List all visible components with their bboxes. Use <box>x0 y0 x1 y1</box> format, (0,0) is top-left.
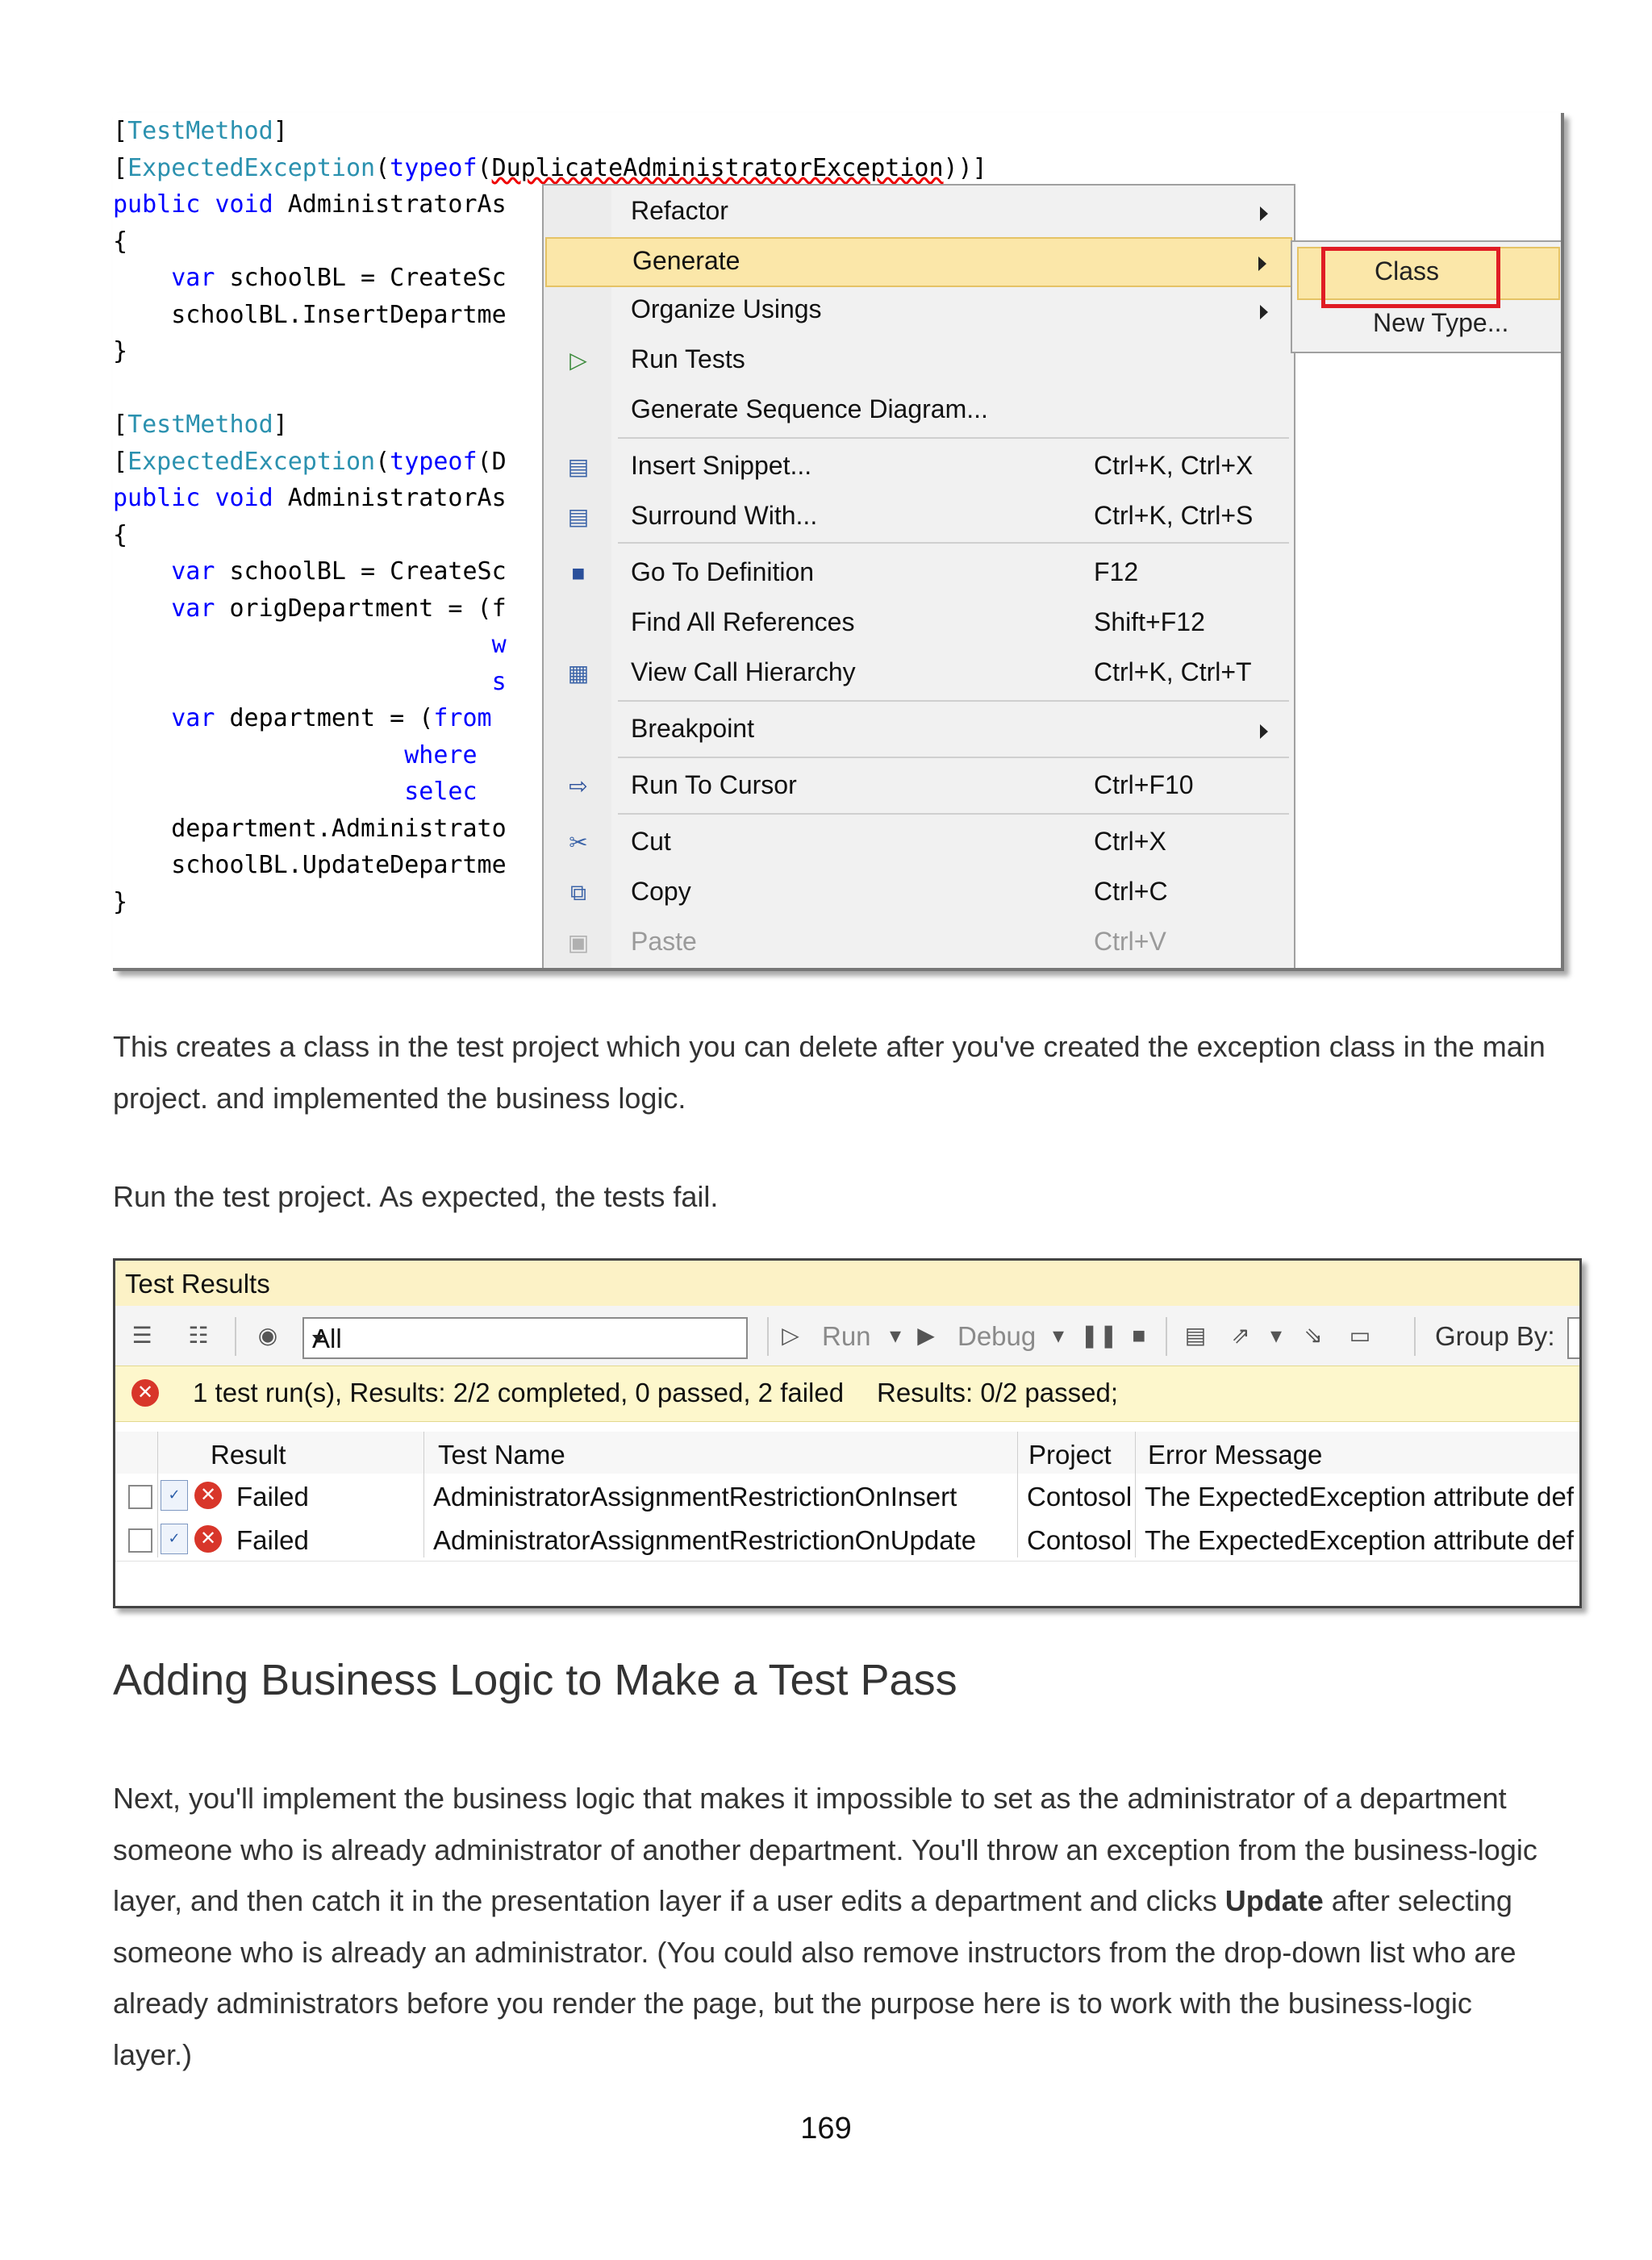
paste-icon: ▣ <box>567 930 590 955</box>
paragraph-create-class: This creates a class in the test project which you can delete after you've created the exception class in the main project. and implemented the business logic. <box>113 1030 1546 1115</box>
menu-item-label: Go To Definition <box>631 557 815 586</box>
code-token: schoolBL = CreateSc <box>215 557 507 586</box>
go-to-definition-icon: ■ <box>571 561 586 586</box>
menu-item-organize-usings[interactable] <box>545 287 1292 334</box>
code-token: s <box>491 667 507 696</box>
code-line <box>113 150 987 187</box>
window-title: Test Results <box>125 1269 270 1299</box>
code-token: from <box>433 704 492 732</box>
code-token: origDepartment = (f <box>215 594 507 623</box>
code-token: void <box>215 484 273 512</box>
menu-item-generate-sequence-diagram[interactable] <box>545 387 1292 434</box>
column-divider <box>157 1432 158 1557</box>
pause-icon[interactable]: ❚❚ <box>1080 1323 1118 1348</box>
section-heading: Adding Business Logic to Make a Test Pass <box>113 1656 957 1704</box>
code-token: } <box>113 337 128 365</box>
submenu-item-class[interactable] <box>1297 247 1560 300</box>
code-token: schoolBL.InsertDepartme <box>113 300 507 329</box>
test-list-icon[interactable]: ◉ <box>257 1323 278 1348</box>
cell-project: Contosol <box>1027 1525 1133 1555</box>
code-token: ))] <box>943 153 987 182</box>
menu-item-surround-with[interactable] <box>545 494 1292 540</box>
menu-item-paste <box>545 919 1292 966</box>
code-token <box>113 741 404 769</box>
menu-item-label: Surround With... <box>631 501 818 530</box>
toolbar-separator <box>235 1317 236 1356</box>
menu-item-find-all-references[interactable] <box>545 600 1292 647</box>
code-token: ( <box>375 447 390 476</box>
menu-item-shortcut: F12 <box>1094 557 1139 586</box>
code-token: public <box>113 190 201 219</box>
run-summary: 1 test run(s), Results: 2/2 completed, 0 passed, 2 failed <box>193 1378 845 1407</box>
code-token: w <box>491 631 507 659</box>
cell-error-message: The ExpectedException attribute def <box>1145 1482 1574 1512</box>
code-token <box>113 778 404 806</box>
filter-select[interactable] <box>302 1317 748 1359</box>
code-token: } <box>113 887 128 916</box>
menu-item-label: View Call Hierarchy <box>631 657 856 686</box>
menu-item-label: Organize Usings <box>631 294 822 323</box>
snippet-icon: ▤ <box>567 454 590 479</box>
menu-item-run-to-cursor[interactable] <box>545 763 1292 810</box>
code-token: selec <box>404 778 478 806</box>
code-token: typeof <box>390 153 478 182</box>
import-icon[interactable]: ⇘ <box>1304 1323 1323 1348</box>
publish-icon[interactable]: ▭ <box>1349 1323 1371 1348</box>
table-row[interactable] <box>115 1474 1579 1518</box>
column-header-project[interactable]: Project <box>1028 1440 1112 1470</box>
cell-result: Failed <box>236 1525 309 1555</box>
menu-separator <box>618 700 1289 702</box>
results-grid-header <box>115 1432 1579 1475</box>
code-token <box>113 668 492 696</box>
code-token: void <box>215 190 273 219</box>
menu-item-label: Find All References <box>631 607 855 636</box>
table-row[interactable] <box>115 1517 1579 1562</box>
chevron-down-icon <box>312 1335 325 1342</box>
chevron-down-icon[interactable]: ▾ <box>1052 1323 1065 1348</box>
menu-item-shortcut: Ctrl+C <box>1094 877 1168 906</box>
code-token: ( <box>477 153 492 182</box>
menu-item-label: Run Tests <box>631 344 745 373</box>
code-token: typeof <box>390 447 478 476</box>
code-token: var <box>171 264 215 292</box>
code-token: ExpectedException <box>127 153 376 182</box>
code-token: { <box>113 227 128 256</box>
list-view-icon[interactable]: ☰ <box>131 1323 152 1348</box>
menu-item-shortcut: Ctrl+F10 <box>1094 770 1194 799</box>
paragraph-run-tests: Run the test project. As expected, the tests fail. <box>113 1180 719 1213</box>
paragraph-text: Next, you'll implement the business logic that makes it impossible to set as the administrator of a department someone who is already administrator of another department. You'll throw an exception from the business-logic layer, and then catch it in the presentation layer if a user edits a department and clicks <box>113 1782 1537 1917</box>
menu-item-insert-snippet[interactable] <box>545 444 1292 490</box>
menu-item-label: Generate Sequence Diagram... <box>631 394 988 423</box>
code-token: [ <box>113 411 128 439</box>
row-checkbox[interactable] <box>128 1528 152 1553</box>
submenu-arrow-icon <box>1260 724 1268 739</box>
menu-item-copy[interactable] <box>545 869 1292 916</box>
menu-item-cut[interactable] <box>545 819 1292 866</box>
submenu-item-new-type[interactable] <box>1297 302 1557 348</box>
code-token <box>113 631 492 659</box>
test-results-window <box>113 1258 1582 1608</box>
surround-with-icon: ▤ <box>567 504 590 529</box>
cell-error-message: The ExpectedException attribute def <box>1145 1525 1574 1555</box>
code-token: ] <box>273 117 288 145</box>
menu-item-label: Cut <box>631 827 671 856</box>
menu-item-shortcut: Ctrl+K, Ctrl+S <box>1094 501 1254 530</box>
menu-item-refactor[interactable] <box>545 189 1292 236</box>
paragraph-business-logic <box>113 1773 1549 2080</box>
cell-test-name: AdministratorAssignmentRestrictionOnInsert <box>433 1482 957 1512</box>
row-checkbox[interactable] <box>128 1485 152 1509</box>
code-token: { <box>113 520 128 549</box>
scissors-icon: ✂ <box>569 830 588 855</box>
debug-icon: ▶ <box>917 1323 935 1348</box>
code-token: ] <box>273 411 288 439</box>
code-token: ( <box>375 153 390 182</box>
cell-project: Contosol <box>1027 1482 1133 1512</box>
submenu-arrow-icon <box>1260 206 1268 221</box>
menu-item-label: Paste <box>631 927 697 956</box>
menu-item-go-to-definition[interactable] <box>545 550 1292 597</box>
menu-separator <box>618 757 1289 758</box>
code-token: TestMethod <box>127 411 273 439</box>
test-icon: ✓ <box>161 1524 188 1554</box>
submenu-item-label: Class <box>1375 256 1440 286</box>
column-divider <box>1017 1432 1018 1557</box>
test-icon: ✓ <box>161 1480 188 1511</box>
cell-test-name: AdministratorAssignmentRestrictionOnUpdate <box>433 1525 977 1555</box>
menu-item-view-call-hierarchy[interactable] <box>545 650 1292 697</box>
code-token: var <box>171 594 215 623</box>
code-token <box>113 264 171 292</box>
code-token: DuplicateAdministratorException <box>491 153 944 182</box>
menu-item-run-tests[interactable] <box>545 337 1292 384</box>
code-token: AdministratorAs <box>273 190 507 219</box>
menu-item-label: Breakpoint <box>631 714 754 743</box>
code-token: AdministratorAs <box>273 484 507 512</box>
submenu-item-label: New Type... <box>1373 308 1509 337</box>
code-token <box>113 557 171 586</box>
code-token <box>200 484 215 512</box>
toolbar-separator <box>1414 1317 1416 1356</box>
menu-item-label: Run To Cursor <box>631 770 797 799</box>
menu-item-label: Copy <box>631 877 691 906</box>
test-run-status-bar <box>115 1366 1579 1422</box>
code-editor-screenshot <box>113 113 1564 971</box>
hierarchy-view-icon[interactable]: ☷ <box>188 1323 209 1348</box>
results-passed: Results: 0/2 passed; <box>877 1378 1118 1407</box>
menu-item-label: Insert Snippet... <box>631 451 812 480</box>
run-tests-icon: ▷ <box>569 348 587 373</box>
run-button[interactable]: Run <box>822 1321 871 1351</box>
call-hierarchy-icon: ▦ <box>567 661 590 686</box>
menu-separator <box>618 813 1289 815</box>
menu-item-label: Refactor <box>631 196 728 225</box>
stop-icon[interactable]: ■ <box>1132 1323 1146 1348</box>
code-token: (D <box>477 447 507 476</box>
menu-separator <box>618 542 1289 544</box>
code-token: TestMethod <box>127 117 273 145</box>
failed-icon: ✕ <box>194 1482 222 1509</box>
copy-icon: ⧉ <box>570 880 586 905</box>
code-token <box>113 594 171 623</box>
test-results-toolbar <box>115 1306 1579 1366</box>
run-to-cursor-icon: ⇨ <box>569 773 588 799</box>
submenu-arrow-icon <box>1258 256 1266 271</box>
cell-result: Failed <box>236 1482 309 1512</box>
code-token: schoolBL = CreateSc <box>215 264 507 292</box>
menu-separator <box>618 437 1289 439</box>
code-token: public <box>113 484 201 512</box>
menu-item-generate[interactable] <box>545 237 1292 287</box>
toolbar-separator <box>1166 1317 1167 1356</box>
generate-submenu <box>1291 240 1564 353</box>
code-token: [ <box>113 117 128 145</box>
filter-value: All <box>312 1324 342 1353</box>
test-results-titlebar <box>115 1261 1579 1306</box>
code-token: department.Administrato <box>113 814 507 843</box>
code-token: [ <box>113 447 128 476</box>
menu-item-breakpoint[interactable] <box>545 707 1292 753</box>
menu-item-shortcut: Ctrl+K, Ctrl+T <box>1094 657 1252 686</box>
context-menu <box>542 184 1295 971</box>
code-token: var <box>171 704 215 732</box>
chevron-down-icon[interactable]: ▾ <box>1270 1323 1283 1348</box>
export-icon[interactable]: ⇗ <box>1231 1323 1250 1348</box>
code-token: [ <box>113 153 128 182</box>
failed-icon: ✕ <box>194 1525 222 1553</box>
code-token: where <box>404 740 478 769</box>
code-token: department = ( <box>215 704 434 732</box>
paragraph-text: after selecting someone who is already an administrator. (You could also remove instructors from the drop-down list who are already administrators before you render the page, but the purpose here is to work with the business-logic layer.) <box>113 1884 1516 2071</box>
column-divider <box>1135 1432 1136 1557</box>
column-divider <box>423 1432 424 1557</box>
code-token: ExpectedException <box>127 447 376 476</box>
group-by-label: Group By: <box>1435 1321 1555 1351</box>
run-icon: ▷ <box>782 1323 799 1348</box>
column-header-error-message[interactable]: Error Message <box>1148 1440 1323 1470</box>
code-token <box>200 190 215 219</box>
toolbar-separator <box>767 1317 769 1356</box>
code-token: var <box>171 557 215 586</box>
column-header-result[interactable]: Result <box>211 1440 286 1470</box>
error-icon: ✕ <box>131 1379 159 1407</box>
debug-button[interactable]: Debug <box>957 1321 1037 1351</box>
code-token <box>113 704 171 732</box>
column-header-test-name[interactable]: Test Name <box>438 1440 565 1470</box>
results-icon[interactable]: ▤ <box>1184 1323 1207 1348</box>
page-number: 169 <box>800 2112 852 2145</box>
bold-update: Update <box>1224 1884 1324 1917</box>
menu-item-label: Generate <box>632 246 740 275</box>
submenu-arrow-icon <box>1260 305 1268 319</box>
menu-item-shortcut: Shift+F12 <box>1094 607 1205 636</box>
code-token: schoolBL.UpdateDepartme <box>113 851 507 879</box>
menu-item-shortcut: Ctrl+X <box>1094 827 1166 856</box>
group-by-select[interactable] <box>1567 1317 1582 1359</box>
code-line <box>113 113 987 150</box>
chevron-down-icon[interactable]: ▾ <box>889 1323 902 1348</box>
menu-item-shortcut: Ctrl+K, Ctrl+X <box>1094 451 1254 480</box>
highlight-annotation-box <box>1321 247 1500 308</box>
menu-item-shortcut: Ctrl+V <box>1094 927 1166 956</box>
